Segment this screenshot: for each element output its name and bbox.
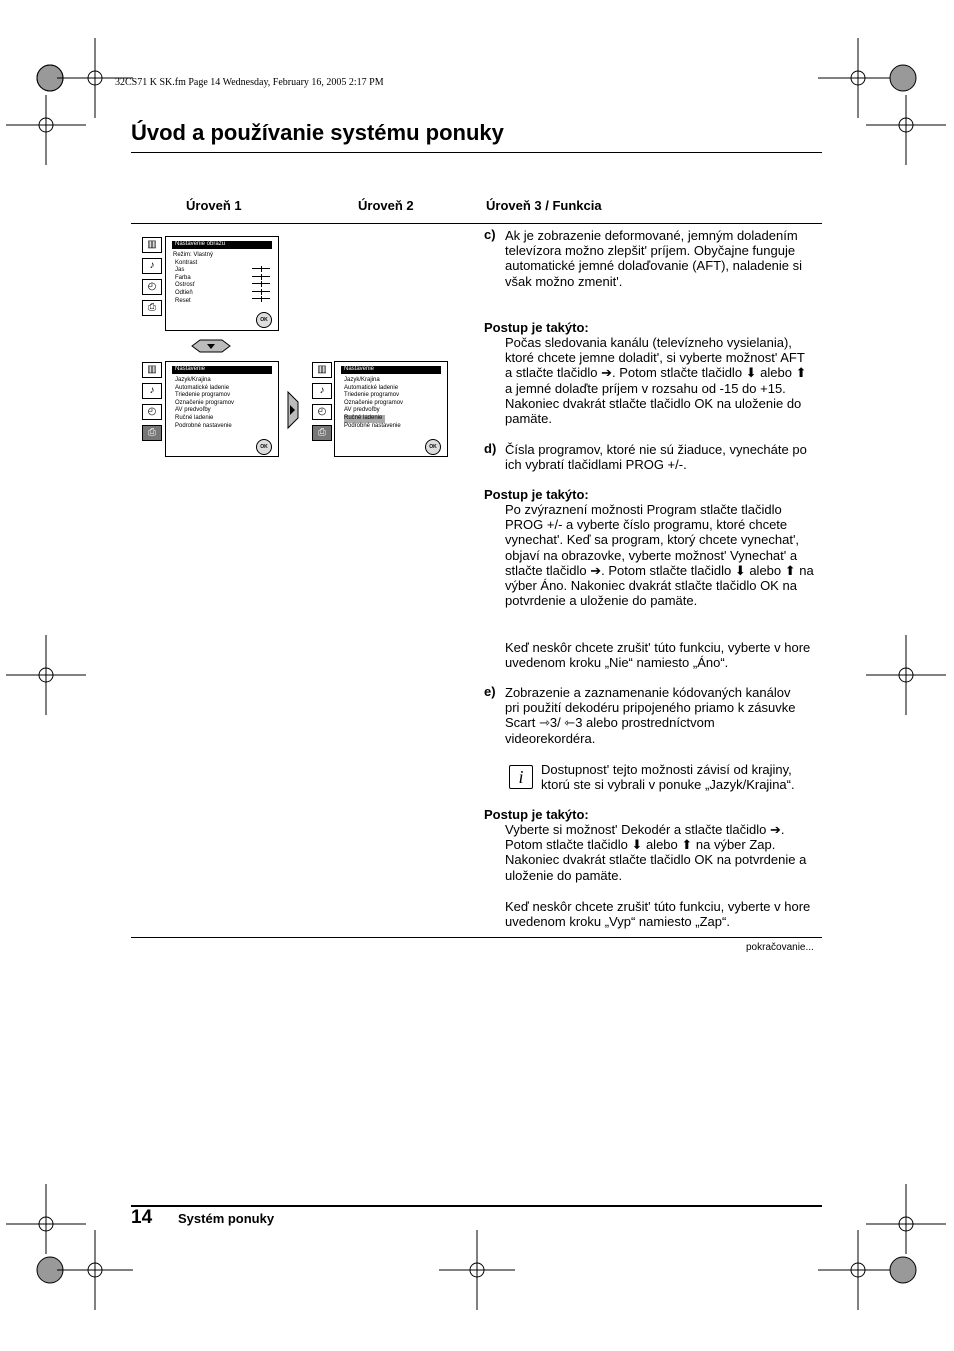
menu-item: Označenie programov (344, 399, 404, 406)
menu-item: Triedenie programov (175, 392, 231, 399)
slider (252, 268, 270, 269)
menu-item: Automatické ladenie (175, 384, 230, 391)
footer-divider (131, 1205, 822, 1207)
page-title: Úvod a používanie systému ponuky (131, 120, 504, 145)
section-e-note: Dostupnost' tejto možnosti závisí od krajiny, ktorú ste si vybrali v ponuke „Jazyk/Krajina“. (541, 762, 795, 793)
menu-icon-column (312, 362, 332, 446)
ok-button-icon: OK (425, 439, 441, 455)
info-icon: i (509, 765, 533, 789)
menu-item: Jas (175, 267, 185, 274)
setup-menu-title: Nastavenie (341, 366, 441, 374)
section-c-procedure-label: Postup je takýto: (484, 320, 589, 335)
menu-item: Označenie programov (175, 399, 235, 406)
slider (252, 291, 270, 292)
picture-icon: ▥ (312, 362, 332, 378)
timer-icon: ◴ (142, 404, 162, 420)
column-header-level3: Úroveň 3 / Funkcia (486, 198, 602, 213)
section-d-procedure-label: Postup je takýto: (484, 487, 589, 502)
menu-item: Ručné ladenie (175, 414, 214, 421)
section-e-intro: Zobrazenie a zaznamenanie kódovaných kanálov pri použití dekodéru pripojeného priamo k zásuvke Scart ⇾3/ ⇽3 alebo prostredníctvom videorekordéra. (505, 685, 796, 746)
section-c-procedure: Počas sledovania kanálu (televízneho vysielania), ktoré chcete jemne doladit', si vyberte možnost' AFT a stlačte tlačidlo ➔. Potom stlačte tlačidlo ⬇ alebo ⬆ a jemné dolaďte príjem v rozsahu od -15 do +15. Nakoniec dvakrát stlačte tlačidlo OK na uloženie do pamäte. (505, 335, 807, 427)
section-e-marker: e) (484, 684, 496, 699)
menu-item: Automatické ladenie (344, 384, 399, 391)
content-divider (131, 937, 822, 938)
ok-button-icon: OK (256, 312, 272, 328)
menu-item: Triedenie programov (344, 392, 400, 399)
right-arrow-button-icon (285, 390, 301, 430)
setup-menu-title: Nastavenie (172, 366, 272, 374)
setup-icon: ⎙ (312, 425, 332, 441)
menu-icon-column (142, 237, 162, 321)
title-divider (131, 152, 822, 153)
sound-icon: ♪ (142, 258, 162, 274)
section-e-procedure: Vyberte si možnost' Dekodér a stlačte tlačidlo ➔. Potom stlačte tlačidlo ⬇ alebo ⬆ na výber Zap. Nakoniec dvakrát stlačte tlačidlo OK na potvrdenie a uloženie do pamäte. (505, 822, 807, 883)
section-e-procedure-label: Postup je takýto: (484, 807, 589, 822)
section-d-marker: d) (484, 441, 497, 456)
menu-item: Reset (175, 297, 191, 304)
menu-item: Podrobné nastavenie (175, 422, 232, 429)
menu-item: Odtieň (175, 289, 193, 296)
menu-item: Kontrast (175, 259, 198, 266)
sound-icon: ♪ (142, 383, 162, 399)
section-e-cancel: Keď neskôr chcete zrušit' túto funkciu, vyberte v hore uvedenom kroku „Vyp“ namiesto „Zap“. (505, 899, 811, 930)
section-d-procedure: Po zvýraznení možnosti Program stlačte tlačidlo PROG +/- a vyberte číslo programu, ktoré chcete vynechat'. Keď sa program, ktorý chcete vynechat', objaví na obrazovke, vyberte možnost' Vynechat' a stlačte tlačidlo ➔. Potom stlačte tlačidlo ⬇ alebo ⬆ na výber Áno. Nakoniec dvakrát stlačte tlačidlo OK na potvrdenie a uloženie do pamäte. (505, 502, 814, 609)
footer-section: Systém ponuky (178, 1211, 275, 1226)
menu-item: Jazyk/Krajina (344, 377, 380, 383)
menu-item: AV predvoľby (344, 407, 380, 414)
menu-item: Podrobné nastavenie (344, 422, 401, 429)
picture-menu (165, 236, 279, 331)
continued-note: pokračovanie... (746, 942, 814, 953)
menu-item: Ostrosť (175, 282, 195, 289)
menu-icon-column (142, 362, 162, 446)
slider (252, 276, 270, 277)
section-c-marker: c) (484, 227, 496, 242)
section-d-cancel: Keď neskôr chcete zrušit' túto funkciu, vyberte v hore uvedenom kroku „Nie“ namiesto „Áno“. (505, 640, 811, 671)
section-d-intro: Čísla programov, ktoré nie sú žiaduce, vynecháte po ich vybratí tlačidlami PROG +/-. (505, 442, 807, 473)
timer-icon: ◴ (312, 404, 332, 420)
menu-item: AV predvoľby (175, 407, 211, 414)
picture-icon: ▥ (142, 237, 162, 253)
column-header-level1: Úroveň 1 (186, 198, 242, 213)
picture-menu-title: Nastavenie obrazu (172, 241, 272, 249)
header-divider (131, 223, 822, 224)
menu-item-highlighted: Ručné ladenie (344, 415, 385, 423)
slider (252, 298, 270, 299)
menu-item: Režim: Vlastný (173, 252, 214, 258)
timer-icon: ◴ (142, 279, 162, 295)
down-arrow-button-icon (190, 339, 232, 353)
page-number: 14 (131, 1207, 153, 1228)
picture-icon: ▥ (142, 362, 162, 378)
setup-menu-left (165, 361, 279, 457)
column-header-level2: Úroveň 2 (358, 198, 414, 213)
slider (252, 283, 270, 284)
setup-menu-right (334, 361, 448, 457)
file-info: 32CS71 K SK.fm Page 14 Wednesday, February 16, 2005 2:17 PM (115, 77, 384, 88)
setup-icon: ⎙ (142, 425, 162, 441)
ok-button-icon: OK (256, 439, 272, 455)
menu-item: Jazyk/Krajina (175, 377, 211, 383)
sound-icon: ♪ (312, 383, 332, 399)
setup-icon: ⎙ (142, 300, 162, 316)
menu-item: Farba (175, 274, 191, 281)
section-c-intro: Ak je zobrazenie deformované, jemným doladením televízora možno zlepšit' príjem. Obyčajne funguje automatické jemné dolaďovanie (AFT), naladenie si však možno zmenit'. (505, 228, 803, 289)
